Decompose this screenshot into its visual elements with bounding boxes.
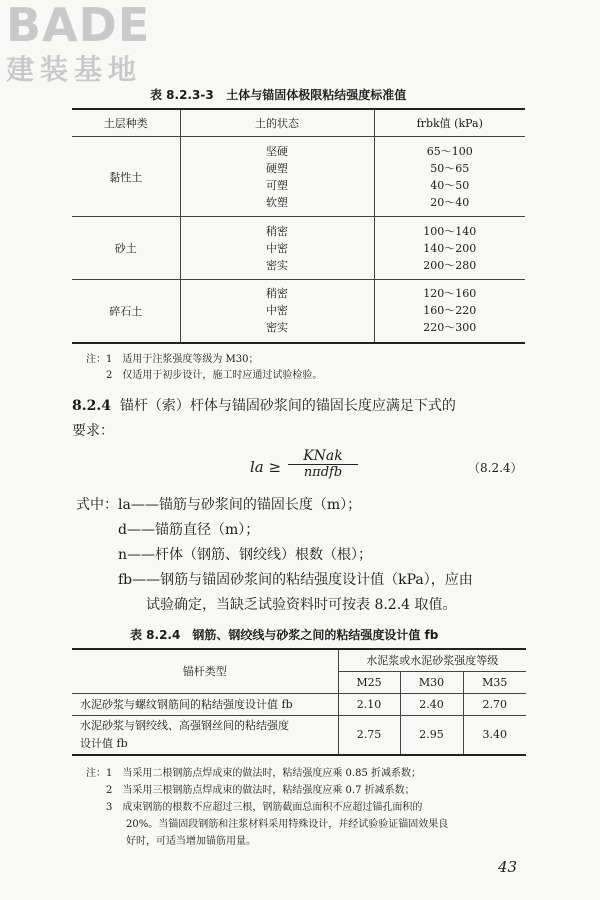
table2-row <box>72 693 526 715</box>
row-value: 2.10 <box>338 693 400 715</box>
row-value: 2.75 <box>338 715 400 755</box>
table2-note: 20%。当锚固段钢筋和注浆材料采用特殊设计，并经试验验证锚固效果良 <box>86 819 449 830</box>
formula-numerator: KNak <box>288 448 358 465</box>
table1-note-1: 注：1 适用于注浆强度等级为 M30； <box>86 354 259 365</box>
definition-line: 式中：la——锚筋与砂浆间的锚固长度（m）； <box>76 497 362 513</box>
row-value: 3.40 <box>463 715 526 755</box>
value-item: 220～300 <box>423 321 477 335</box>
value-item: 140～200 <box>423 241 477 255</box>
value-item: 50～65 <box>430 161 470 175</box>
table2-note: 好时，可适当增加锚筋用量。 <box>86 836 256 847</box>
table2-header-group: 水泥浆或水泥砂浆强度等级 <box>338 649 526 671</box>
definition-line: n——杆体（钢筋、钢绞线）根数（根）； <box>76 547 373 563</box>
row-label <box>72 715 338 755</box>
soil-states <box>180 137 374 217</box>
state-item: 中密 <box>266 304 288 318</box>
table2-note: 2 当采用三根钢筋点焊成束的做法时，粘结强度应乘 0.7 折减系数； <box>86 785 415 796</box>
grade-m30: M30 <box>400 671 463 693</box>
state-item: 中密 <box>266 241 288 255</box>
state-item: 密实 <box>266 258 288 272</box>
state-item: 坚硬 <box>266 144 288 158</box>
formula-fraction <box>288 448 358 480</box>
table2-header-type: 锚杆类型 <box>72 649 338 693</box>
definition-line: 试验确定，当缺乏试验资料时可按表 8.2.4 取值。 <box>76 597 457 613</box>
soil-type: 砂土 <box>72 217 180 280</box>
table1-header-soil: 土层种类 <box>72 109 180 137</box>
table2-note: 注：1 当采用二根钢筋点焊成束的做法时，粘结强度应乘 0.85 折减系数； <box>86 768 421 779</box>
clause-line-2: 要求： <box>72 423 114 439</box>
clause-line-1 <box>72 395 456 415</box>
table1-row <box>72 137 525 217</box>
watermark-logo-cn: 建装基地 <box>6 53 143 86</box>
state-item: 可塑 <box>266 178 288 192</box>
formula <box>250 448 570 492</box>
state-item: 硬塑 <box>266 161 288 175</box>
value-item: 200～280 <box>423 258 477 272</box>
clause-number: 8.2.4 <box>72 398 111 414</box>
value-item: 65～100 <box>426 144 473 158</box>
formula-denominator: nπdfb <box>303 465 343 480</box>
row-value: 2.70 <box>463 693 526 715</box>
table1-header-state: 土的状态 <box>180 109 374 137</box>
definition-line: fb——钢筋与锚固砂浆间的粘结强度设计值（kPa），应由 <box>76 572 473 588</box>
row-value: 2.40 <box>400 693 463 715</box>
soil-states <box>180 280 374 343</box>
soil-type: 黏性土 <box>72 137 180 217</box>
soil-type: 碎石土 <box>72 280 180 343</box>
strength-values <box>374 280 525 343</box>
value-item: 120～160 <box>423 287 477 301</box>
row-label-line: 水泥砂浆与钢绞线、高强钢丝间的粘结强度 <box>80 718 289 732</box>
row-label: 水泥砂浆与螺纹钢筋间的粘结强度设计值 fb <box>72 693 338 715</box>
state-item: 软塑 <box>266 195 288 209</box>
strength-values <box>374 137 525 217</box>
definition-line: d——锚筋直径（m）； <box>76 522 260 538</box>
state-item: 密实 <box>266 321 288 335</box>
row-value: 2.95 <box>400 715 463 755</box>
table2-note: 3 成束钢筋的根数不应超过三根，钢筋截面总面积不应超过锚孔面积的 <box>86 802 423 813</box>
table2-caption: 表 8.2.4 钢筋、钢绞线与砂浆之间的粘结强度设计值 fb <box>130 628 439 642</box>
clause-text: 锚杆（索）杆体与锚固砂浆间的锚固长度应满足下式的 <box>119 398 456 414</box>
table1-note-2: 2 仅适用于初步设计，施工时应通过试验检验。 <box>86 370 323 381</box>
value-item: 100～140 <box>423 224 477 238</box>
table1-header-row <box>72 109 525 137</box>
value-item: 40～50 <box>430 178 470 192</box>
watermark-logo-en: BADE <box>6 0 151 52</box>
page-number: 43 <box>498 858 518 876</box>
table2-row <box>72 715 526 755</box>
grade-m35: M35 <box>463 671 526 693</box>
value-item: 160～220 <box>423 304 477 318</box>
value-item: 20～40 <box>430 195 470 209</box>
table1-caption-title: 土体与锚固体极限粘结强度标准值 <box>226 88 407 102</box>
table2-header-row <box>72 649 526 671</box>
formula-lhs: la ≥ <box>250 458 282 476</box>
table1-row <box>72 280 525 343</box>
state-item: 稍密 <box>266 224 288 238</box>
table1-caption-number: 表 8.2.3-3 <box>150 88 214 102</box>
table1-caption <box>150 86 406 103</box>
formula-number: （8.2.4） <box>468 461 523 475</box>
row-label-line: 设计值 fb <box>80 736 128 750</box>
state-item: 稍密 <box>266 287 288 301</box>
table1-header-value: frbk值 (kPa) <box>374 109 525 137</box>
soil-states <box>180 217 374 280</box>
strength-values <box>374 217 525 280</box>
table2 <box>72 648 526 756</box>
table1 <box>72 108 525 344</box>
table1-row <box>72 217 525 280</box>
grade-m25: M25 <box>338 671 400 693</box>
